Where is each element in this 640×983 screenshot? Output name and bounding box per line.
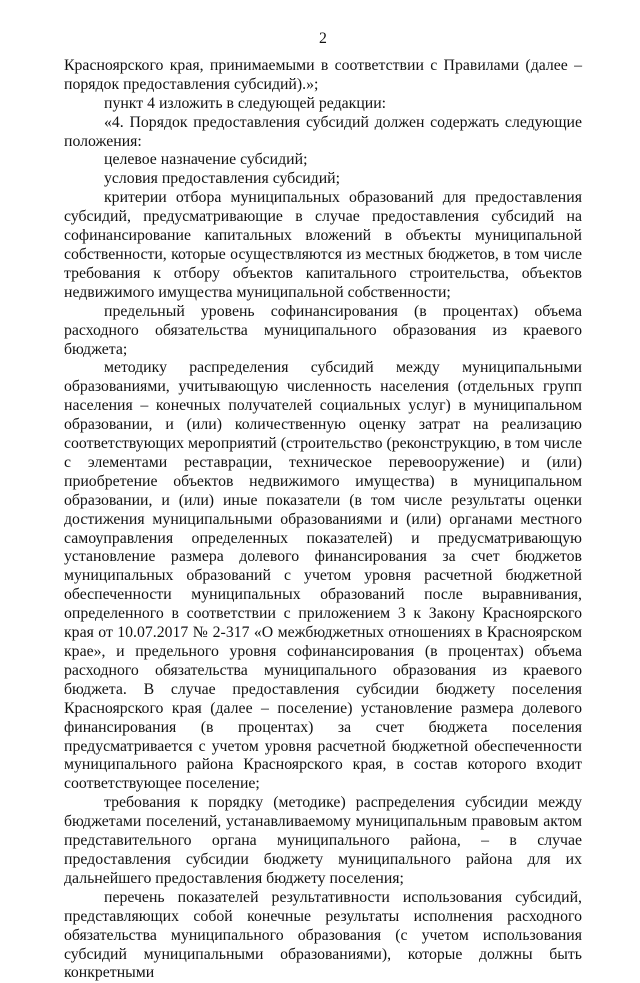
document-body <box>64 57 582 983</box>
paragraph: «4. Порядок предоставления субсидий должен содержать следующие положения: <box>64 113 582 150</box>
paragraph: условия предоставления субсидий; <box>104 170 341 188</box>
paragraph: перечень показателей результативности использования субсидий, представляющих собой конечные результаты исполнения расходного обязательства муниципального образования (с учетом использования субсидий муниципальными образованиями), которые должны быть конкретными <box>64 888 582 982</box>
paragraph: методику распределения субсидий между муниципальными образованиями, учитывающую численность населения (отдельных групп населения – конечных получателей социальных услуг) в муниципальном образовании, и (или) количественную оценку затрат на реализацию соответствующих мероприятий (строительство (реконструкцию, в том числе с элементами реставрации, техническое перевооружение) и (или) приобретение объектов недвижимого имущества) в муниципальном образовании, и (или) иные показатели (в том числе результаты оценки достижения муниципальными образованиями и (или) органами местного самоуправления определенных показателей) и предусматривающую установление размера долевого финансирования за счет бюджетов муниципальных образований с учетом уровня расчетной бюджетной обеспеченности муниципальных образований после выравнивания, определенного в соответствии с приложением 3 к Закону Красноярского края от 10.07.2017 № 2-317 «О межбюджетных отношениях в Красноярском крае», и предельного уровня софинансирования (в процентах) объема расходного обязательства муниципального образования из краевого бюджета. В случае предоставления субсидии бюджету поселения Красноярского края (далее – поселение) установление размера долевого финансирования (в процентах) за счет бюджета поселения предусматривается с учетом уровня расчетной бюджетной обеспеченности муниципального района Красноярского края, в состав которого входит соответствующее поселение; <box>64 359 582 793</box>
paragraph: Красноярского края, принимаемыми в соответствии с Правилами (далее – порядок предоставления субсидий).»; <box>64 56 582 93</box>
page-number: 2 <box>319 30 327 47</box>
paragraph: пункт 4 изложить в следующей редакции: <box>104 94 387 112</box>
paragraph: критерии отбора муниципальных образований для предоставления субсидий, предусматривающие в случае предоставления субсидий на софинансирование капитальных вложений в объекты муниципальной собственности, которые осуществляются из местных бюджетов, в том числе требования к отбору объектов капитального строительства, объектов недвижимого имущества муниципальной собственности; <box>64 189 582 301</box>
paragraph: предельный уровень софинансирования (в процентах) объема расходного обязательства муниципального образования из краевого бюджета; <box>64 302 582 358</box>
paragraph: требования к порядку (методике) распределения субсидии между бюджетами поселений, устанавливаемому муниципальным правовым актом представительного органа муниципального района, – в случае предоставления субсидии бюджету муниципального района для их дальнейшего предоставления бюджету поселения; <box>64 794 582 887</box>
paragraph: целевое назначение субсидий; <box>104 151 308 169</box>
